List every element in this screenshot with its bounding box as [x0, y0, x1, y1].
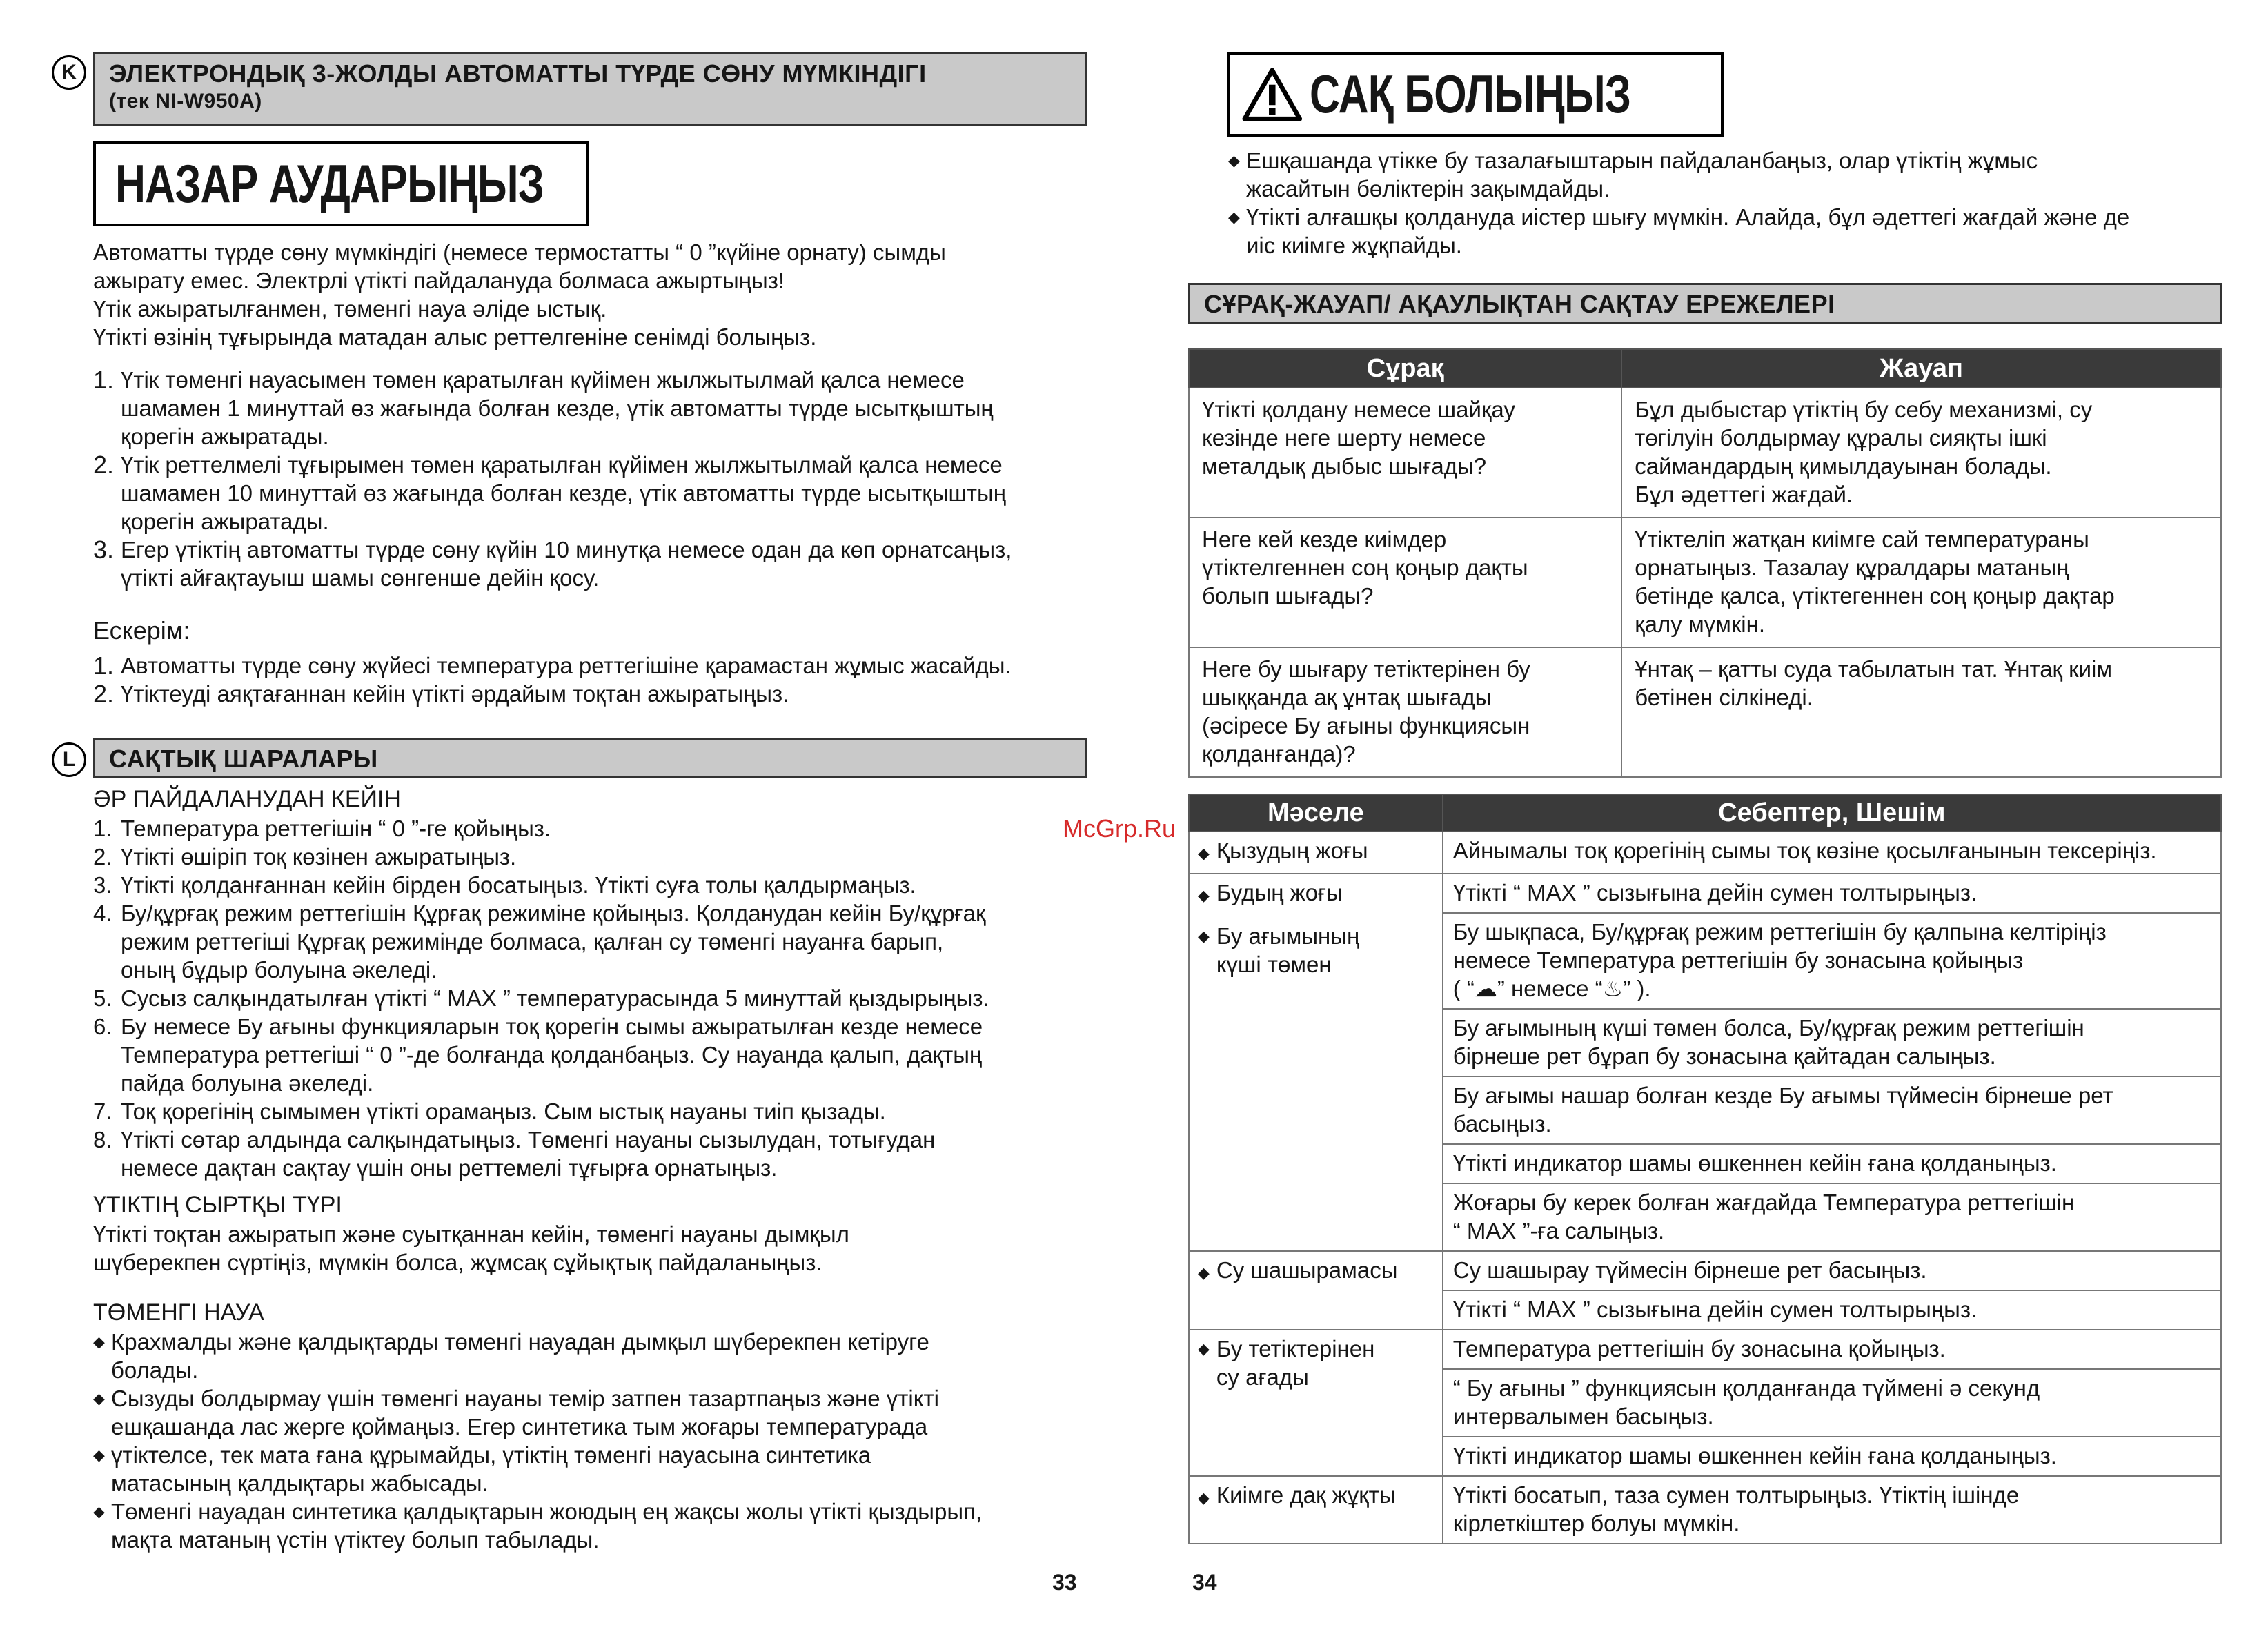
intro-line: Үтік ажыратылғанмен, төменгі науа әліде ыстық. [93, 296, 607, 322]
attention-label: НАЗАР АУДАРЫҢЫЗ [115, 153, 544, 214]
list-item: 1. Температура реттегішін “ 0 ”-ге қойыңыз. [93, 816, 551, 841]
intro-line: ажырату емес. Электрлі үтікті пайдалануда болмаса ажыртыңыз! [93, 268, 785, 293]
after-use-title: ӘР ПАЙДАЛАНУДАН КЕЙІН [93, 786, 401, 812]
list-item: ◆ үтіктелсе, тек мата ғана құрымайды, үтіктің төменгі науасына синтетика матасының қалдықтары жабысады. [93, 1442, 871, 1496]
problems-table [1188, 794, 2222, 1544]
table-row: ◆ Бу тетіктерінен су ағады Температура реттегішін бу зонасына қойыңыз. [1189, 1330, 2221, 1369]
table-row: Жоғары бу керек болған жағдайда Температура реттегішін “ MAX ”-ға салыңыз. [1189, 1183, 2221, 1251]
intro-line: Автоматты түрде сөну мүмкіндігі (немесе термостатты “ 0 ”күйіне орнату) сымды [93, 239, 946, 265]
list-item: 2. Үтік реттелмелі тұғырымен төмен қаратылған күйімен жылжытылмай қалса немесе шамамен 10 минуттай өз жағында болған кезде, үтік автоматты түрде ысытқыштың қорегін ажыратады. [93, 451, 1006, 534]
exterior-title: ҮТІКТІҢ СЫРТҚЫ ТҮРІ [93, 1192, 342, 1218]
table-row: Неге кей кезде киімдер үтіктелгеннен соң қоңыр дақты болып шығады? Үтіктеліп жатқан киімге сай температураны орнатыңыз. Тазалау құралдары матаның бетінде қалса, үтіктегеннен соң қоңыр дақтар қалу мүмкін. [1189, 518, 2221, 647]
bottom-tray-block [93, 1297, 1107, 1554]
list-item: 4. Бу/құрғақ режим реттегішін Құрғақ режиміне қойыңыз. Қолданудан кейін Бу/құрғақ режим реттегіші Құрғақ режимінде болмаса, қалған су төменгі науанға барып, оның бұдыр болуына әкеледі. [93, 901, 986, 983]
list-item: 2. Үтіктеуді аяқтағаннан кейін үтікті әрдайым тоқтан ажыратыңыз. [93, 680, 789, 708]
list-item: 3. Егер үтіктің автоматты түрде сөну күйін 10 минутқа немесе одан да көп орнатсаңыз, үтікті айғақтауыш шамы сөнгенше дейін қосу. [93, 535, 1012, 591]
list-item: 8. Үтікті сөтар алдында салқындатыңыз. Төменгі науаны сызылудан, тотығудан немесе дақтан сақтау үшін оны реттемелі тұғырға орнатыңыз. [93, 1127, 936, 1181]
table-row: ◆ Киімге дақ жұқты Үтікті босатып, таза сумен толтырыңыз. Үтіктің ішінде кірлеткіштер болуы мүмкін. [1189, 1476, 2221, 1544]
list-item: 7. Тоқ қорегінің сымымен үтікті орамаңыз. Сым ыстық науаны тиіп қызады. [93, 1099, 886, 1124]
caution-label: САҚ БОЛЫҢЫЗ [1309, 63, 1630, 124]
table-row: Бу ағымы нашар болған кезде Бу ағымы түймесін бірнеше рет басыңыз. [1189, 1076, 2221, 1144]
problem-steam-weak: Бу ағымының күші төмен [1216, 923, 1360, 977]
list-item: 1. Автоматты түрде сөну жүйесі температура реттегішіне қарамастан жұмыс жасайды. [93, 651, 1012, 680]
section-l-title: САҚТЫҚ ШАРАЛАРЫ [109, 745, 378, 773]
table-row: Үтікті қолдану немесе шайқау кезінде неге шерту немесе металдық дыбыс шығады? Бұл дыбыстар үтіктің бу себу механизмі, су төгілуін болдырмау құралы сияқты ішкі саймандардың қимылдауынан болады. Бұл әдеттегі жағдай. [1189, 388, 2221, 518]
list-item: 3. Үтікті қолданғаннан кейін бірден босатыңыз. Үтікті суға толы қалдырмаңыз. [93, 872, 916, 898]
left-page [0, 0, 1118, 1643]
problems-header-solution: Себептер, Шешім [1443, 794, 2221, 832]
section-k-subtitle: (тек NI-W950A) [109, 90, 262, 112]
caution-box [1227, 52, 1724, 137]
table-row: ◆ Су шашырамасы Су шашырау түймесін бірнеше рет басыңыз. [1189, 1251, 2221, 1290]
watermark: McGrp.Ru [1063, 814, 1176, 843]
after-use-block [93, 784, 1107, 1182]
list-item: ◆ Крахмалды және қалдықтарды төменгі науадан дымқыл шүберекпен кетіруге болады. [93, 1329, 929, 1383]
section-k-title: ЭЛЕКТРОНДЫҚ 3-ЖОЛДЫ АВТОМАТТЫ ТҮРДЕ СӨНУ МҮМКІНДІГІ [109, 59, 927, 88]
table-row: Бу шықпаса, Бу/құрғақ режим реттегішін бу қалпына келтіріңіз немесе Температура реттегішін бу зонасына қойыңыз ( “☁” немесе “♨” ). [1189, 913, 2221, 1009]
section-l-marker: L [52, 742, 86, 777]
section-l-header [93, 738, 1087, 778]
faq-header-question: Сұрақ [1189, 349, 1621, 388]
faq-header-answer: Жауап [1621, 349, 2221, 388]
table-row: Неге бу шығару тетіктерінен бу шыққанда ақ ұнтақ шығады (әсіресе Бу ағыны функциясын қолданғанда)? Ұнтақ – қатты суда табылатын тат. Ұнтақ киім бетінен сілкінеді. [1189, 647, 2221, 777]
table-row: Бу ағымының күші төмен болса, Бу/құрғақ режим реттегішін бірнеше рет бұрап бу зонасына қайтадан салыңыз. [1189, 1009, 2221, 1076]
list-item: 1. Үтік төменгі науасымен төмен қаратылған күйімен жылжытылмай қалса немесе шамамен 1 минуттай өз жағында болған кезде, үтік автоматты түрде ысытқыштың қорегін ажыратады. [93, 366, 994, 449]
table-row: Үтікті “ MAX ” сызығына дейін сумен толтырыңыз. [1189, 1290, 2221, 1330]
intro-line: Үтікті өзінің тұғырында матадан алыс реттелгеніне сенімді болыңыз. [93, 324, 817, 350]
list-item: 5. Сусыз салқындатылған үтікті “ MAX ” температурасында 5 минуттай қыздырыңыз. [93, 985, 989, 1011]
faq-table [1188, 348, 2222, 778]
caution-list [1228, 146, 2236, 259]
list-item: ◆ Сызуды болдырмау үшін төменгі науаны темір затпен тазартпаңыз және үтікті ешқашанда лас жерге қоймаңыз. Егер синтетика тым жоғары температурада [93, 1386, 939, 1439]
attention-box [93, 141, 589, 226]
faq-header [1188, 283, 2222, 324]
page-number: 34 [1192, 1570, 1217, 1595]
table-row: “ Бу ағыны ” функциясын қолданғанда түймені ә секунд интервалымен басыңыз. [1189, 1369, 2221, 1437]
bottom-tray-title: ТӨМЕНГІ НАУА [93, 1299, 264, 1326]
section-k-marker: K [52, 55, 86, 90]
list-item: ◆ Төменгі науадан синтетика қалдықтарын жоюдың ең жақсы жолы үтікті қыздырып, мақта матаның үстін үтіктеу болып табылады. [93, 1499, 983, 1553]
intro-text [93, 238, 1101, 351]
list-item: ◆ Үтікті алғашқы қолдануда иістер шығу мүмкін. Алайда, бұл әдеттегі жағдай және де иіс киімге жұқпайды. [1228, 204, 2130, 258]
warning-triangle-icon [1242, 66, 1303, 124]
table-row: ◆ Будың жоғы ◆ Бу ағымының күші төмен Үтікті “ MAX ” сызығына дейін сумен толтырыңыз. [1189, 874, 2221, 913]
list-item: 6. Бу немесе Бу ағыны функцияларын тоқ қорегін сымы ажыратылған кезде немесе Температура реттегіші “ 0 ”-де болғанда қолданбаңыз. Су науанда қалып, дақтың пайда болуына әкеледі. [93, 1014, 983, 1096]
problems-header-problem: Мәселе [1189, 794, 1443, 832]
table-row: Үтікті индикатор шамы өшкеннен кейін ғана қолданыңыз. [1189, 1437, 2221, 1476]
faq-title: СҰРАҚ-ЖАУАП/ АҚАУЛЫҚТАН САҚТАУ ЕРЕЖЕЛЕРІ [1204, 290, 1835, 318]
section-k-header [93, 52, 1087, 126]
note-block [93, 616, 1107, 708]
exterior-block: ҮТІКТІҢ СЫРТҚЫ ТҮРІ Үтікті тоқтан ажыратып және суытқаннан кейін, төменгі науаны дымқыл шүберекпен сүртіңіз, мүмкін болса, жұмсақ сұйықтық пайдаланыңыз. [93, 1190, 1107, 1277]
list-item: 2. Үтікті өшіріп тоқ көзінен ажыратыңыз. [93, 844, 517, 869]
table-row: ◆ Қызудың жоғы Айнымалы тоқ қорегінің сымы тоқ көзіне қосылғанынын тексеріңіз. [1189, 832, 2221, 874]
list-item: ◆ Ешқашанда үтікке бу тазалағыштарын пайдаланбаңыз, олар үтіктің жұмыс жасайтын бөліктерін зақымдайды. [1228, 148, 2038, 201]
problem-water-leak: Бу тетіктерінен су ағады [1216, 1336, 1375, 1390]
autooff-list [93, 366, 1107, 592]
page-number: 33 [1052, 1570, 1077, 1595]
table-row: Үтікті индикатор шамы өшкеннен кейін ғана қолданыңыз. [1189, 1144, 2221, 1183]
note-title: Ескерім: [93, 616, 190, 645]
